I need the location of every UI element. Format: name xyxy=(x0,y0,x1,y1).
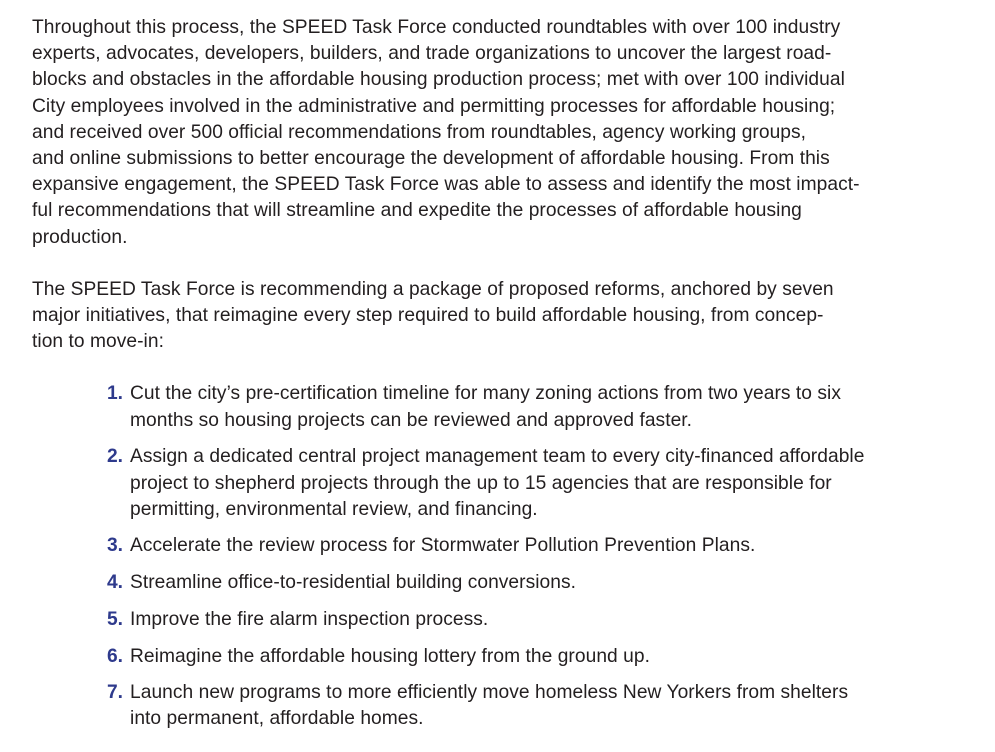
list-number: 7. xyxy=(106,682,123,704)
list-item-text: Cut the city’s pre-certification timeline for many zoning actions from two years to six months so housing projects can be reviewed and approved faster. xyxy=(130,383,842,431)
list-item xyxy=(32,444,955,523)
list-item xyxy=(32,533,955,559)
list-item xyxy=(32,381,955,433)
list-item xyxy=(32,680,955,732)
list-item xyxy=(32,644,955,670)
list-number: 5. xyxy=(106,608,123,630)
list-item-text: Streamline office-to-residential building conversions. xyxy=(130,572,577,594)
list-number: 4. xyxy=(106,572,123,594)
list-number: 3. xyxy=(106,535,123,557)
list-item xyxy=(32,570,955,596)
list-item xyxy=(32,607,955,633)
initiatives-list xyxy=(32,381,955,732)
list-number: 1. xyxy=(106,383,123,405)
list-item-text: Assign a dedicated central project management team to every city-financed affordable project to shepherd projects through the up to 15 agencies that are responsible for permitting, environmental review, and financing. xyxy=(130,446,865,520)
reforms-paragraph: The SPEED Task Force is recommending a package of proposed reforms, anchored by seven major initiatives, that reimagine every step required to build affordable housing, from concep- tion to move-in: xyxy=(32,278,834,353)
list-item-text: Accelerate the review process for Stormwater Pollution Prevention Plans. xyxy=(130,535,756,557)
list-item-text: Reimagine the affordable housing lottery from the ground up. xyxy=(130,645,650,667)
intro-paragraph: Throughout this process, the SPEED Task Force conducted roundtables with over 100 industry experts, advocates, developers, builders, and trade organizations to uncover the largest road- blocks and obstacles in the affordable housing production process; met with over 100 individual City employees involved in the administrative and permitting processes for affordable housing; and received over 500 official recommendations from roundtables, agency working groups, and online submissions to better encourage the development of affordable housing. From this expansive engagement, the SPEED Task Force was able to assess and identify the most impact- ful recommendations that will streamline and expedite the processes of affordable housing production. xyxy=(32,17,860,248)
list-item-text: Improve the fire alarm inspection process. xyxy=(130,608,489,630)
list-number: 6. xyxy=(106,645,123,667)
list-item-text: Launch new programs to more efficiently move homeless New Yorkers from shelters into permanent, affordable homes. xyxy=(130,682,849,730)
list-number: 2. xyxy=(106,446,123,468)
